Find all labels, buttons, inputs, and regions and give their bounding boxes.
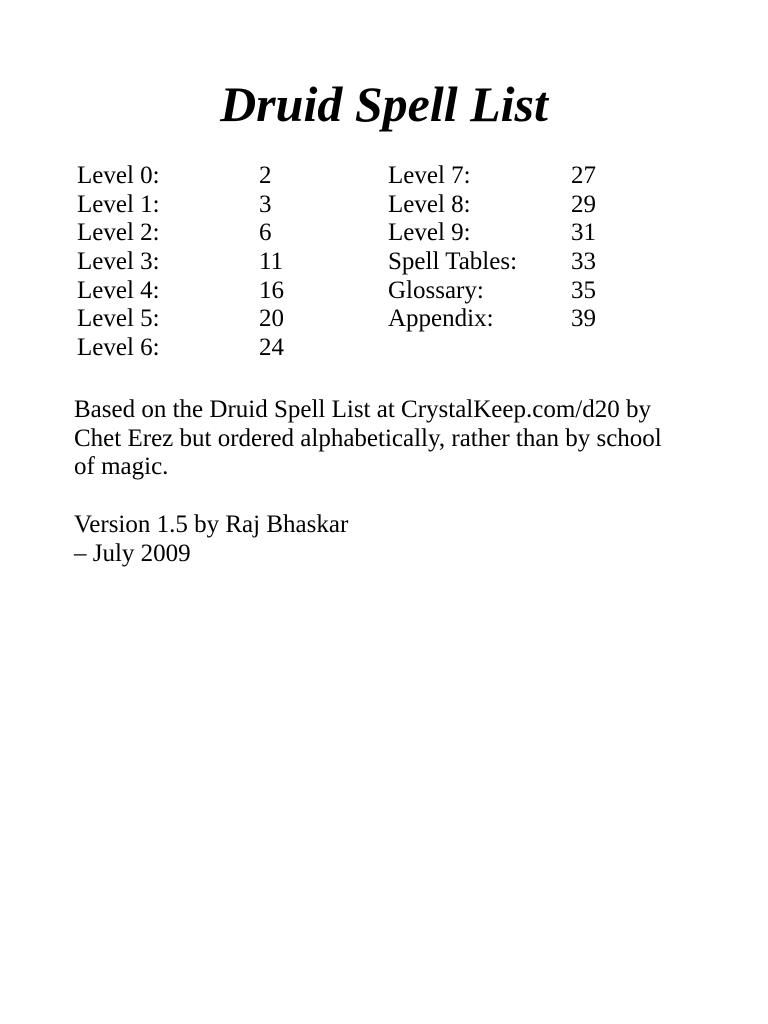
contents-entry-page: 16 (259, 276, 284, 304)
attribution-line: of magic. (74, 453, 169, 481)
version-paragraph (74, 511, 348, 568)
attribution-line: Chet Erez but ordered alphabetically, rather than by school (74, 424, 662, 452)
contents-entry-label: Level 4: (77, 276, 160, 304)
contents-entry-page: 35 (571, 276, 596, 304)
contents-entry-label: Appendix: (388, 305, 494, 333)
version-date-line: – July 2009 (74, 539, 191, 567)
contents-entry-page: 6 (259, 219, 272, 247)
contents-entry-page: 39 (571, 305, 596, 333)
contents-entry-label: Glossary: (388, 276, 484, 304)
contents-entry-label: Level 1: (77, 190, 160, 218)
contents-entry-label: Level 3: (77, 248, 160, 276)
contents-entry-page: 20 (259, 305, 284, 333)
contents-entry-page: 2 (259, 162, 272, 189)
contents-entry-label: Level 6: (77, 334, 160, 362)
contents-entry-page: 24 (259, 334, 284, 362)
contents-entry-label: Spell Tables: (388, 248, 518, 276)
contents-entry-page: 11 (259, 248, 284, 276)
contents-entry-label: Level 2: (77, 219, 160, 247)
attribution-paragraph (74, 396, 662, 482)
contents-entry-page: 27 (571, 162, 596, 189)
contents-entry-label: Level 5: (77, 305, 160, 333)
document-title: Druid Spell List (220, 76, 548, 132)
attribution-line: Based on the Druid Spell List at CrystalKeep.com/d20 by (74, 396, 651, 423)
contents-entry-page: 33 (571, 248, 596, 276)
contents-entry-label: Level 8: (388, 190, 471, 218)
version-line: Version 1.5 by Raj Bhaskar (74, 511, 349, 538)
contents-entry-label: Level 9: (388, 219, 471, 247)
contents-entry-page: 31 (571, 219, 596, 247)
contents-entry-label: Level 7: (388, 162, 471, 189)
contents-entry-label: Level 0: (77, 162, 160, 189)
contents-entry-page: 3 (259, 190, 272, 218)
contents-entry-page: 29 (571, 190, 596, 218)
